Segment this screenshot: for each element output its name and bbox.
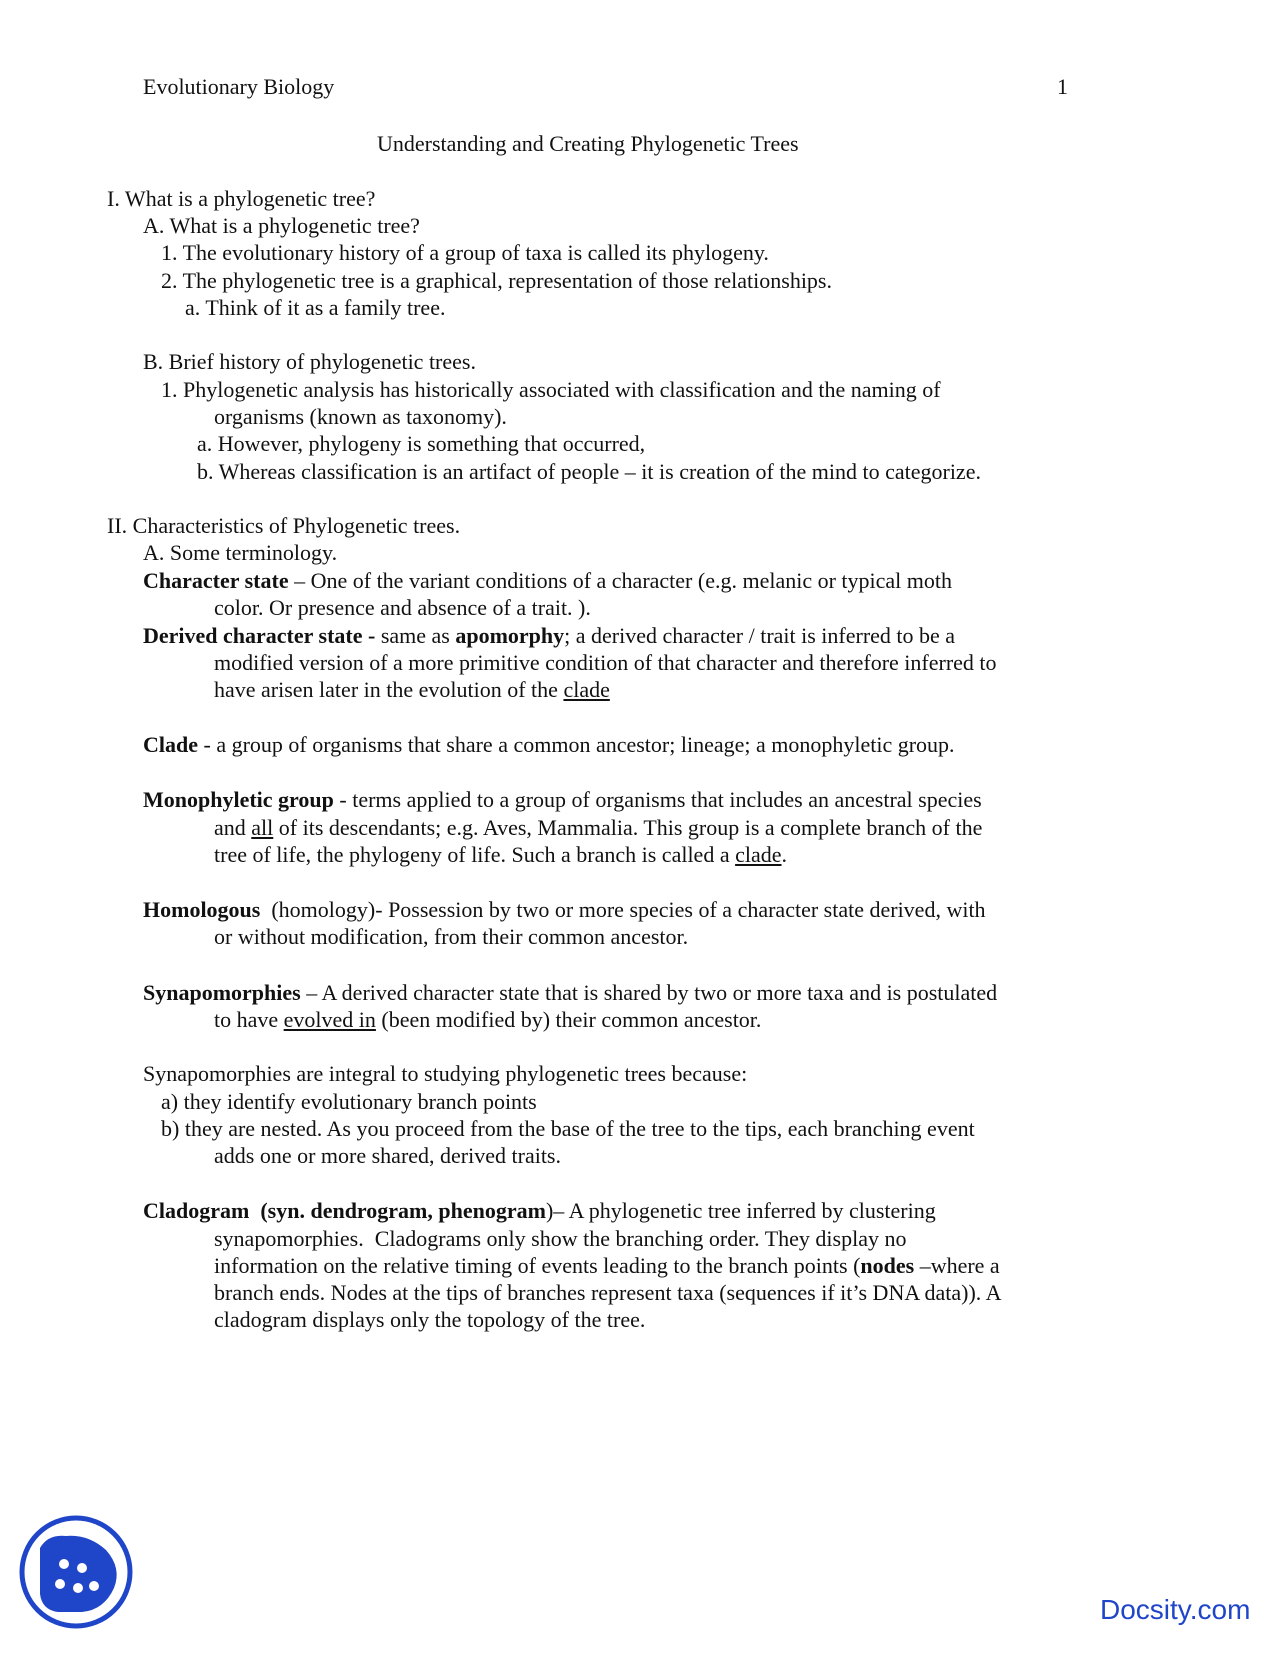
definition-continuation: branch ends. Nodes at the tips of branches represent taxa (sequences if it’s DNA data)). A: [214, 1280, 1002, 1305]
definition-derived-character-state: Derived character state - same as apomorphy; a derived character / trait is inferred to be a: [143, 623, 956, 648]
list-item: a. However, phylogeny is something that occurred,: [197, 431, 646, 456]
definition-synapomorphies: Synapomorphies – A derived character state that is shared by two or more taxa and is postulated: [143, 980, 998, 1005]
list-item: 1. The evolutionary history of a group of taxa is called its phylogeny.: [161, 240, 769, 265]
docsity-brand-link[interactable]: Docsity.com: [1100, 1594, 1251, 1625]
underlined-all: all: [251, 815, 274, 840]
section-1-heading: I. What is a phylogenetic tree?: [107, 186, 376, 211]
list-item: b. Whereas classification is an artifact of people – it is creation of the mind to categorize.: [197, 459, 981, 484]
definition-clade: Clade - a group of organisms that share a common ancestor; lineage; a monophyletic group.: [143, 732, 955, 757]
list-item-continuation: adds one or more shared, derived traits.: [214, 1143, 561, 1168]
document-title: Understanding and Creating Phylogenetic Trees: [377, 131, 799, 156]
list-item: a) they identify evolutionary branch points: [161, 1089, 537, 1114]
list-item-continuation: organisms (known as taxonomy).: [214, 404, 507, 429]
definition-continuation: information on the relative timing of events leading to the branch points (nodes –where a: [214, 1253, 1000, 1278]
definition-continuation: and all of its descendants; e.g. Aves, Mammalia. This group is a complete branch of the: [214, 815, 983, 840]
definition-cladogram: Cladogram (syn. dendrogram, phenogram)– A phylogenetic tree inferred by clustering: [143, 1198, 936, 1223]
underlined-clade: clade: [735, 842, 782, 867]
docsity-logo-icon: [18, 1514, 134, 1630]
section-2-heading: II. Characteristics of Phylogenetic trees.: [107, 513, 461, 538]
list-item: b) they are nested. As you proceed from the base of the tree to the tips, each branching event: [161, 1116, 975, 1141]
running-header-course: Evolutionary Biology: [143, 74, 335, 99]
term: Cladogram: [143, 1198, 250, 1223]
section-1b-heading: B. Brief history of phylogenetic trees.: [143, 349, 476, 374]
section-1a-heading: A. What is a phylogenetic tree?: [143, 213, 420, 238]
list-item: a. Think of it as a family tree.: [185, 295, 446, 320]
paragraph: Synapomorphies are integral to studying phylogenetic trees because:: [143, 1061, 748, 1086]
definition-character-state: Character state – One of the variant conditions of a character (e.g. melanic or typical moth: [143, 568, 953, 593]
definition-monophyletic-group: Monophyletic group - terms applied to a group of organisms that includes an ancestral species: [143, 787, 982, 812]
page-number: 1: [1057, 74, 1068, 99]
definition-continuation: or without modification, from their common ancestor.: [214, 924, 689, 949]
list-item: 1. Phylogenetic analysis has historically associated with classification and the naming of: [161, 377, 941, 402]
definition-continuation: to have evolved in (been modified by) their common ancestor.: [214, 1007, 762, 1032]
definition-continuation: color. Or presence and absence of a trait. ).: [214, 595, 591, 620]
definition-continuation: synapomorphies. Cladograms only show the branching order. They display no: [214, 1226, 907, 1251]
term-synonyms: syn. dendrogram, phenogram: [267, 1198, 546, 1223]
term: Clade: [143, 732, 198, 757]
term: Homologous: [143, 897, 261, 922]
term-apomorphy: apomorphy: [455, 623, 565, 648]
term: Derived character state -: [143, 623, 381, 648]
term: Character state: [143, 568, 289, 593]
definition-continuation: modified version of a more primitive condition of that character and therefore inferred to: [214, 650, 997, 675]
section-2a-heading: A. Some terminology.: [143, 540, 338, 565]
term: Monophyletic group: [143, 787, 334, 812]
underlined-clade: clade: [563, 677, 610, 702]
definition-continuation: have arisen later in the evolution of the clade: [214, 677, 610, 702]
underlined-evolved-in: evolved in: [283, 1007, 376, 1032]
term: Synapomorphies: [143, 980, 301, 1005]
term-nodes: nodes: [860, 1253, 915, 1278]
list-item: 2. The phylogenetic tree is a graphical, representation of those relationships.: [161, 268, 832, 293]
definition-continuation: tree of life, the phylogeny of life. Such a branch is called a clade.: [214, 842, 787, 867]
definition-homologous: Homologous (homology)- Possession by two or more species of a character state derived, with: [143, 897, 986, 922]
definition-continuation: cladogram displays only the topology of the tree.: [214, 1307, 646, 1332]
